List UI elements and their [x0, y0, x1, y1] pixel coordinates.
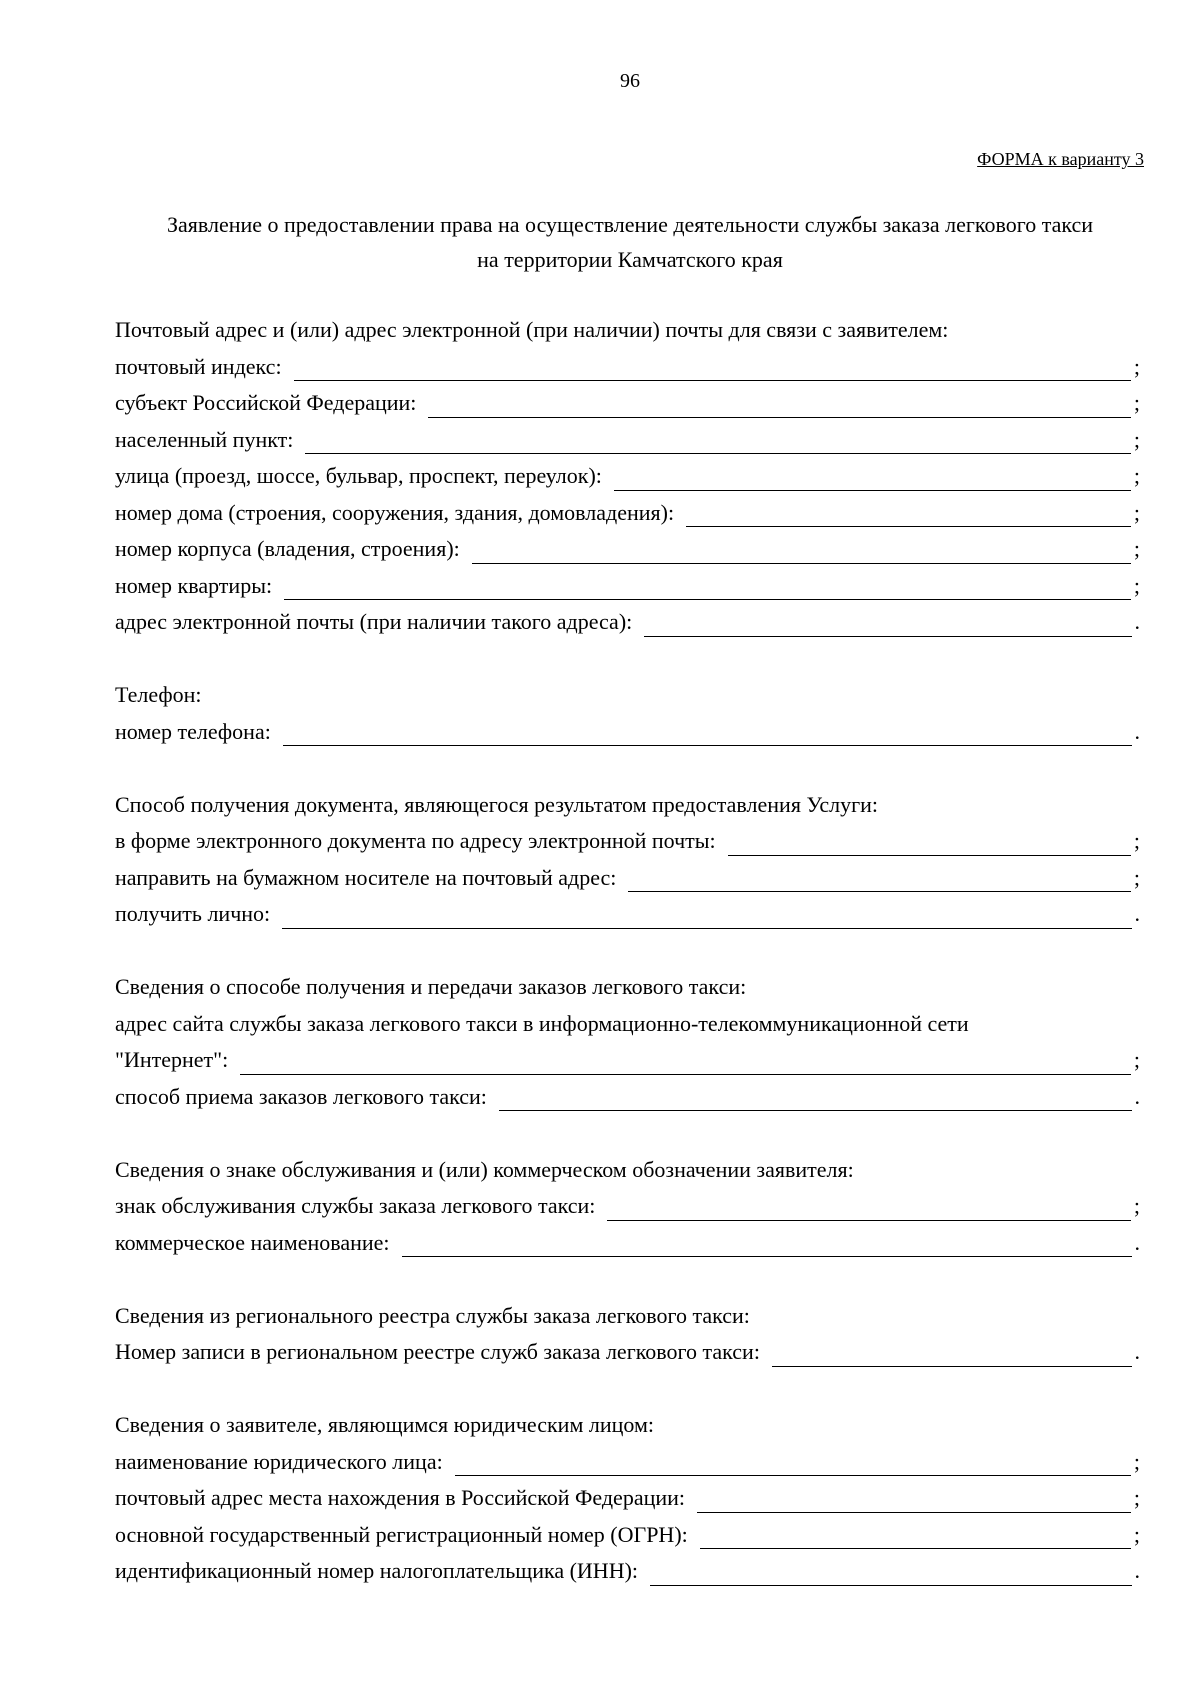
field-label: населенный пункт:	[115, 426, 294, 452]
field-row-registry-number	[115, 1339, 1140, 1376]
page-number: 96	[620, 70, 640, 92]
field-terminator: .	[1134, 718, 1140, 744]
website-input[interactable]	[240, 1054, 1131, 1075]
field-label: субъект Российской Федерации:	[115, 390, 417, 415]
field-row-locality	[115, 427, 1140, 464]
field-label: адрес электронной почты (при наличии такого адреса):	[115, 609, 633, 634]
field-terminator: ;	[1133, 390, 1140, 415]
field-label: коммерческое наименование:	[115, 1229, 390, 1255]
phone-input[interactable]	[283, 725, 1132, 746]
section-spacer	[115, 1120, 1140, 1157]
section-heading-phone: Телефон:	[115, 682, 202, 707]
field-terminator: ;	[1133, 426, 1140, 452]
ogrn-input[interactable]	[700, 1528, 1131, 1549]
legal-entity-name-input[interactable]	[455, 1455, 1131, 1476]
apartment-input[interactable]	[284, 579, 1131, 600]
field-label: в форме электронного документа по адресу электронной почты:	[115, 828, 716, 853]
field-label: получить лично:	[115, 901, 271, 926]
field-label: Номер записи в региональном реестре служб заказа легкового такси:	[115, 1339, 760, 1364]
field-label: номер дома (строения, сооружения, здания, домовладения):	[115, 499, 675, 525]
field-row-federal-subject	[115, 390, 1140, 427]
website-address-label: адрес сайта службы заказа легкового такси в информационно-телекоммуникационной сети	[115, 1010, 969, 1036]
field-row-service-mark	[115, 1193, 1140, 1230]
field-terminator: ;	[1133, 828, 1140, 853]
field-row-website	[115, 1047, 1140, 1084]
field-row-email	[115, 609, 1140, 646]
section-heading-service-mark: Сведения о знаке обслуживания и (или) коммерческом обозначении заявителя:	[115, 1156, 854, 1182]
field-row-personal-pickup	[115, 901, 1140, 938]
field-terminator: ;	[1133, 353, 1140, 379]
field-terminator: ;	[1133, 1047, 1140, 1072]
section-heading-delivery-method: Способ получения документа, являющегося результатом предоставления Услуги:	[115, 791, 879, 817]
section-heading-postal-address: Почтовый адрес и (или) адрес электронной (при наличии) почты для связи с заявителем:	[115, 317, 949, 342]
form-variant-label: ФОРМА к варианту 3	[977, 149, 1144, 169]
field-label: знак обслуживания службы заказа легкового такси:	[115, 1193, 596, 1218]
field-row-electronic-delivery	[115, 828, 1140, 865]
field-row-phone	[115, 719, 1140, 756]
service-mark-input[interactable]	[607, 1200, 1130, 1221]
field-row-commercial-name	[115, 1230, 1140, 1267]
house-number-input[interactable]	[686, 506, 1131, 527]
field-row-apartment	[115, 573, 1140, 610]
field-row-street	[115, 463, 1140, 500]
field-terminator: .	[1134, 609, 1140, 634]
field-label: направить на бумажном носителе на почтовый адрес:	[115, 864, 617, 890]
document-title	[110, 207, 1150, 277]
field-label: номер телефона:	[115, 718, 271, 744]
field-terminator: .	[1134, 1558, 1140, 1583]
field-label: способ приема заказов легкового такси:	[115, 1083, 487, 1109]
order-method-input[interactable]	[499, 1090, 1132, 1111]
postal-code-input[interactable]	[294, 360, 1131, 381]
section-heading-registry: Сведения из регионального реестра службы заказа легкового такси:	[115, 1302, 750, 1328]
field-terminator: ;	[1133, 1485, 1140, 1510]
field-terminator: ;	[1133, 536, 1140, 561]
field-row-order-method	[115, 1084, 1140, 1121]
electronic-delivery-input[interactable]	[728, 835, 1131, 856]
legal-address-input[interactable]	[697, 1492, 1131, 1513]
field-label: почтовый индекс:	[115, 353, 282, 379]
title-line-1: Заявление о предоставлении права на осуществление деятельности службы заказа легкового такси	[166, 212, 1094, 237]
field-terminator: ;	[1133, 1448, 1140, 1474]
field-terminator: ;	[1133, 1521, 1140, 1547]
section-heading-order-method: Сведения о способе получения и передачи заказов легкового такси:	[115, 974, 747, 999]
field-label: почтовый адрес места нахождения в Российской Федерации:	[115, 1485, 686, 1510]
field-row-legal-entity-name	[115, 1449, 1140, 1486]
building-number-input[interactable]	[472, 543, 1131, 564]
street-input[interactable]	[614, 470, 1131, 491]
field-terminator: .	[1134, 1083, 1140, 1109]
field-terminator: ;	[1133, 499, 1140, 525]
field-terminator: ;	[1133, 1193, 1140, 1218]
field-row-inn	[115, 1558, 1140, 1595]
field-label: основной государственный регистрационный номер (ОГРН):	[115, 1521, 688, 1547]
section-heading-legal-entity: Сведения о заявителе, являющимся юридическим лицом:	[115, 1412, 654, 1437]
field-terminator: ;	[1133, 572, 1140, 598]
field-row-building-number	[115, 536, 1140, 573]
title-line-2: на территории Камчатского края	[477, 247, 783, 272]
commercial-name-input[interactable]	[402, 1236, 1132, 1257]
inn-input[interactable]	[650, 1565, 1131, 1586]
email-input[interactable]	[644, 616, 1131, 637]
field-label: номер квартиры:	[115, 572, 273, 598]
federal-subject-input[interactable]	[428, 397, 1130, 418]
field-row-legal-address	[115, 1485, 1140, 1522]
section-spacer	[115, 1376, 1140, 1413]
section-spacer	[115, 1266, 1140, 1303]
field-terminator: .	[1134, 1229, 1140, 1255]
field-terminator: ;	[1133, 864, 1140, 890]
personal-pickup-input[interactable]	[282, 908, 1131, 929]
field-terminator: ;	[1133, 463, 1140, 488]
field-label: наименование юридического лица:	[115, 1448, 443, 1474]
section-spacer	[115, 938, 1140, 975]
field-label: идентификационный номер налогоплательщика (ИНН):	[115, 1558, 639, 1583]
registry-number-input[interactable]	[772, 1346, 1132, 1367]
field-row-postal-code	[115, 354, 1140, 391]
section-spacer	[115, 646, 1140, 683]
field-row-house-number	[115, 500, 1140, 537]
field-terminator: .	[1134, 901, 1140, 926]
field-row-ogrn	[115, 1522, 1140, 1559]
form-body	[115, 317, 1140, 1595]
paper-delivery-input[interactable]	[628, 871, 1130, 892]
field-label: улица (проезд, шоссе, бульвар, проспект, переулок):	[115, 463, 602, 488]
field-label: "Интернет":	[115, 1047, 229, 1072]
field-terminator: .	[1134, 1339, 1140, 1364]
field-row-paper-delivery	[115, 865, 1140, 902]
field-label: номер корпуса (владения, строения):	[115, 536, 460, 561]
section-spacer	[115, 755, 1140, 792]
locality-input[interactable]	[305, 433, 1131, 454]
